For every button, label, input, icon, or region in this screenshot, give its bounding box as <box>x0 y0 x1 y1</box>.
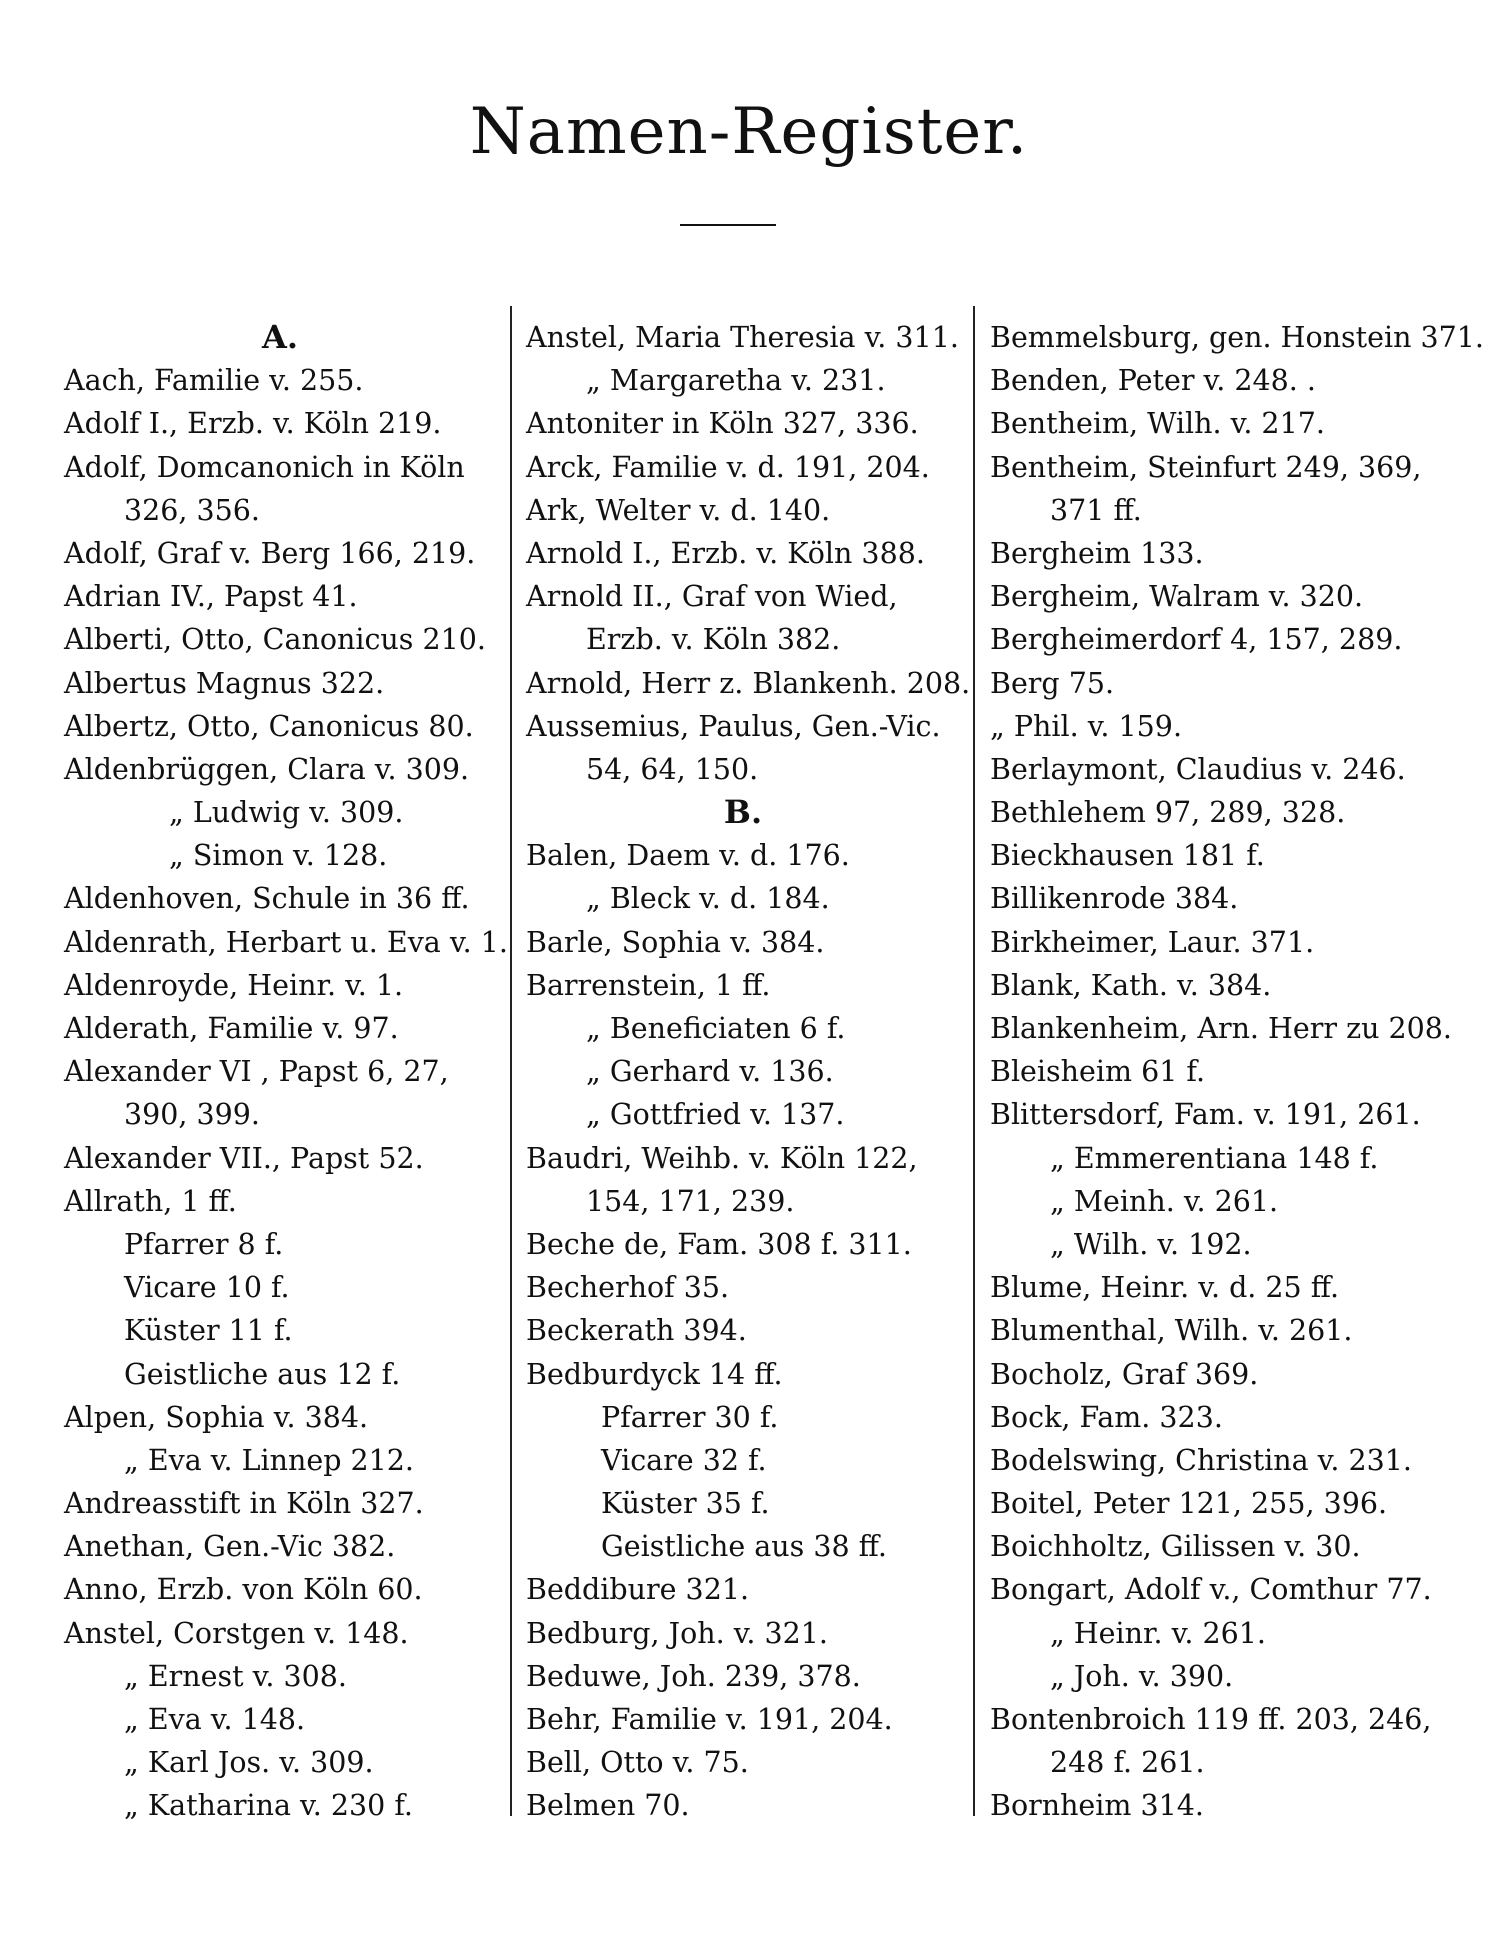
index-entry: Bocholz, Graf 369. <box>990 1357 1259 1391</box>
index-entry: Pfarrer 30 f. <box>601 1400 779 1434</box>
index-entry: Vicare 32 f. <box>601 1443 767 1477</box>
index-entry: Bergheim, Walram v. 320. <box>990 580 1364 614</box>
index-column-1 <box>64 316 508 1828</box>
index-entry: Aach, Familie v. 255. <box>64 364 364 398</box>
index-entry: Aussemius, Paulus, Gen.-Vic. <box>526 709 941 743</box>
index-entry: Küster 35 f. <box>601 1487 770 1521</box>
index-entry: Berg 75. <box>990 666 1115 700</box>
index-entry: Blankenheim, Arn. Herr zu 208. <box>990 1012 1452 1045</box>
index-entry: Geistliche aus 38 ff. <box>601 1530 887 1564</box>
index-entry: 326, 356. <box>124 493 260 527</box>
index-entry: Becherhof 35. <box>526 1271 730 1305</box>
index-entry: Blumenthal, Wilh. v. 261. <box>990 1314 1353 1348</box>
index-entry: 248 f. 261. <box>1050 1746 1205 1780</box>
index-entry: „ Margaretha v. 231. <box>586 364 886 398</box>
section-letter: A. <box>262 318 298 356</box>
index-entry: „ Meinh. v. 261. <box>1050 1184 1279 1218</box>
index-entry: Bock, Fam. 323. <box>990 1400 1223 1434</box>
index-entry: Alexander VI , Papst 6, 27, <box>64 1055 449 1089</box>
index-entry: „ Ernest v. 308. <box>124 1659 347 1693</box>
index-entry: Beckerath 394. <box>526 1314 747 1348</box>
index-entry: „ Bleck v. d. 184. <box>586 882 830 916</box>
index-entry: Bethlehem 97, 289, 328. <box>990 796 1346 830</box>
index-entry: „ Eva v. 148. <box>124 1703 306 1736</box>
index-entry: „ Simon v. 128. <box>169 839 388 873</box>
index-entry: Aldenrath, Herbart u. Eva v. 1. <box>64 925 508 959</box>
index-entry: „ Joh. v. 390. <box>1050 1659 1234 1693</box>
index-entry: Blittersdorf, Fam. v. 191, 261. <box>990 1098 1421 1132</box>
index-entry: „ Emmerentiana 148 f. <box>1050 1141 1379 1175</box>
index-entry: Arnold II., Graf von Wied, <box>526 580 898 614</box>
index-entry: Barrenstein, 1 ff. <box>526 968 771 1002</box>
index-entry: „ Karl Jos. v. 309. <box>124 1746 374 1780</box>
index-entry: Erzb. v. Köln 382. <box>586 623 841 657</box>
index-entry: Arnold I., Erzb. v. Köln 388. <box>526 536 925 570</box>
index-entry: Ark, Welter v. d. 140. <box>526 493 831 527</box>
index-entry: Bentheim, Wilh. v. 217. <box>990 407 1325 441</box>
index-entry: Blume, Heinr. v. d. 25 ff. <box>990 1271 1340 1305</box>
index-entry: Vicare 10 f. <box>124 1271 290 1305</box>
index-entry: Anstel, Maria Theresia v. 311. <box>526 321 959 354</box>
index-entry: Bergheim 133. <box>990 536 1204 570</box>
index-entry: Alderath, Familie v. 97. <box>64 1012 399 1045</box>
index-entry: Arnold, Herr z. Blankenh. 208. <box>526 666 971 700</box>
index-entry: Adrian IV., Papst 41. <box>64 580 358 614</box>
index-entry: Aldenroyde, Heinr. v. 1. <box>64 968 404 1002</box>
index-entry: Bornheim 314. <box>990 1789 1204 1823</box>
index-entry: 390, 399. <box>124 1098 260 1132</box>
index-entry: Blank, Kath. v. 384. <box>990 968 1272 1002</box>
column-divider-1 <box>510 306 512 1816</box>
index-entry: Bemmelsburg, gen. Honstein 371. <box>990 321 1484 354</box>
index-entry: Bedburdyck 14 ff. <box>526 1357 783 1391</box>
index-entry: Alpen, Sophia v. 384. <box>64 1400 369 1434</box>
index-column-2 <box>526 316 971 1828</box>
index-entry: Aldenhoven, Schule in 36 ff. <box>64 882 470 916</box>
index-entry: Allrath, 1 ff. <box>64 1184 237 1218</box>
index-entry: Adolf I., Erzb. v. Köln 219. <box>64 407 442 441</box>
index-entry: Bergheimerdorf 4, 157, 289. <box>990 623 1403 657</box>
index-entry: Albertus Magnus 322. <box>64 666 385 700</box>
index-entry: „ Ludwig v. 309. <box>169 796 404 830</box>
index-entry: Adolf, Graf v. Berg 166, 219. <box>64 536 476 570</box>
index-entry: Albertz, Otto, Canonicus 80. <box>64 709 474 743</box>
index-entry: Antoniter in Köln 327, 336. <box>526 407 919 441</box>
index-entry: Bieckhausen 181 f. <box>990 839 1265 873</box>
index-entry: Beduwe, Joh. 239, 378. <box>526 1659 861 1693</box>
index-entry: Belmen 70. <box>526 1789 690 1823</box>
index-entry: „ Wilh. v. 192. <box>1050 1227 1252 1261</box>
index-entry: Baudri, Weihb. v. Köln 122, <box>526 1141 918 1175</box>
index-entry: Anethan, Gen.-Vic 382. <box>64 1530 396 1564</box>
index-entry: Bedburg, Joh. v. 321. <box>526 1616 828 1650</box>
index-entry: Beche de, Fam. 308 f. 311. <box>526 1227 912 1261</box>
index-entry: Bell, Otto v. 75. <box>526 1746 749 1780</box>
index-entry: Bentheim, Steinfurt 249, 369, <box>990 450 1422 484</box>
index-entry: Arck, Familie v. d. 191, 204. <box>526 450 930 484</box>
index-entry: Adolf, Domcanonich in Köln <box>64 450 465 484</box>
index-entry: Balen, Daem v. d. 176. <box>526 839 850 873</box>
index-entry: Barle, Sophia v. 384. <box>526 925 825 959</box>
index-entry: Anstel, Corstgen v. 148. <box>64 1616 409 1650</box>
index-entry: 371 ff. <box>1050 493 1142 527</box>
index-entry: Behr, Familie v. 191, 204. <box>526 1703 893 1736</box>
index-entry: Bleisheim 61 f. <box>990 1055 1206 1089</box>
index-entry: „ Gerhard v. 136. <box>586 1055 834 1089</box>
index-entry: Bodelswing, Christina v. 231. <box>990 1443 1412 1477</box>
title-rule <box>680 224 776 226</box>
page-title: Namen-Register. <box>469 95 1029 169</box>
index-entry: 54, 64, 150. <box>586 752 759 786</box>
index-entry: Alexander VII., Papst 52. <box>64 1141 424 1175</box>
index-entry: Boichholtz, Gilissen v. 30. <box>990 1530 1361 1564</box>
index-column-3 <box>990 316 1484 1828</box>
index-entry: Billikenrode 384. <box>990 882 1239 916</box>
index-entry: Beddibure 321. <box>526 1573 750 1607</box>
index-entry: Boitel, Peter 121, 255, 396. <box>990 1487 1388 1521</box>
index-entry: Anno, Erzb. von Köln 60. <box>64 1573 423 1607</box>
index-entry: Pfarrer 8 f. <box>124 1227 284 1261</box>
index-entry: Bontenbroich 119 ff. 203, 246, <box>990 1703 1432 1736</box>
index-entry: „ Gottfried v. 137. <box>586 1098 845 1132</box>
index-entry: „ Phil. v. 159. <box>990 709 1182 743</box>
index-entry: „ Heinr. v. 261. <box>1050 1616 1266 1650</box>
index-entry: Andreasstift in Köln 327. <box>64 1487 424 1521</box>
column-divider-2 <box>973 306 975 1816</box>
index-entry: Birkheimer, Laur. 371. <box>990 925 1315 959</box>
index-entry: „ Eva v. Linnep 212. <box>124 1443 414 1477</box>
index-entry: Benden, Peter v. 248. . <box>990 364 1316 398</box>
index-entry: Berlaymont, Claudius v. 246. <box>990 752 1406 786</box>
index-entry: Geistliche aus 12 f. <box>124 1357 401 1391</box>
index-entry: „ Katharina v. 230 f. <box>124 1789 413 1823</box>
section-letter: B. <box>723 793 763 832</box>
index-entry: Küster 11 f. <box>124 1314 293 1348</box>
index-entry: Aldenbrüggen, Clara v. 309. <box>64 752 470 786</box>
index-entry: „ Beneficiaten 6 f. <box>586 1012 846 1045</box>
index-entry: 154, 171, 239. <box>586 1184 795 1218</box>
index-entry: Alberti, Otto, Canonicus 210. <box>64 623 486 657</box>
index-entry: Bongart, Adolf v., Comthur 77. <box>990 1573 1432 1607</box>
